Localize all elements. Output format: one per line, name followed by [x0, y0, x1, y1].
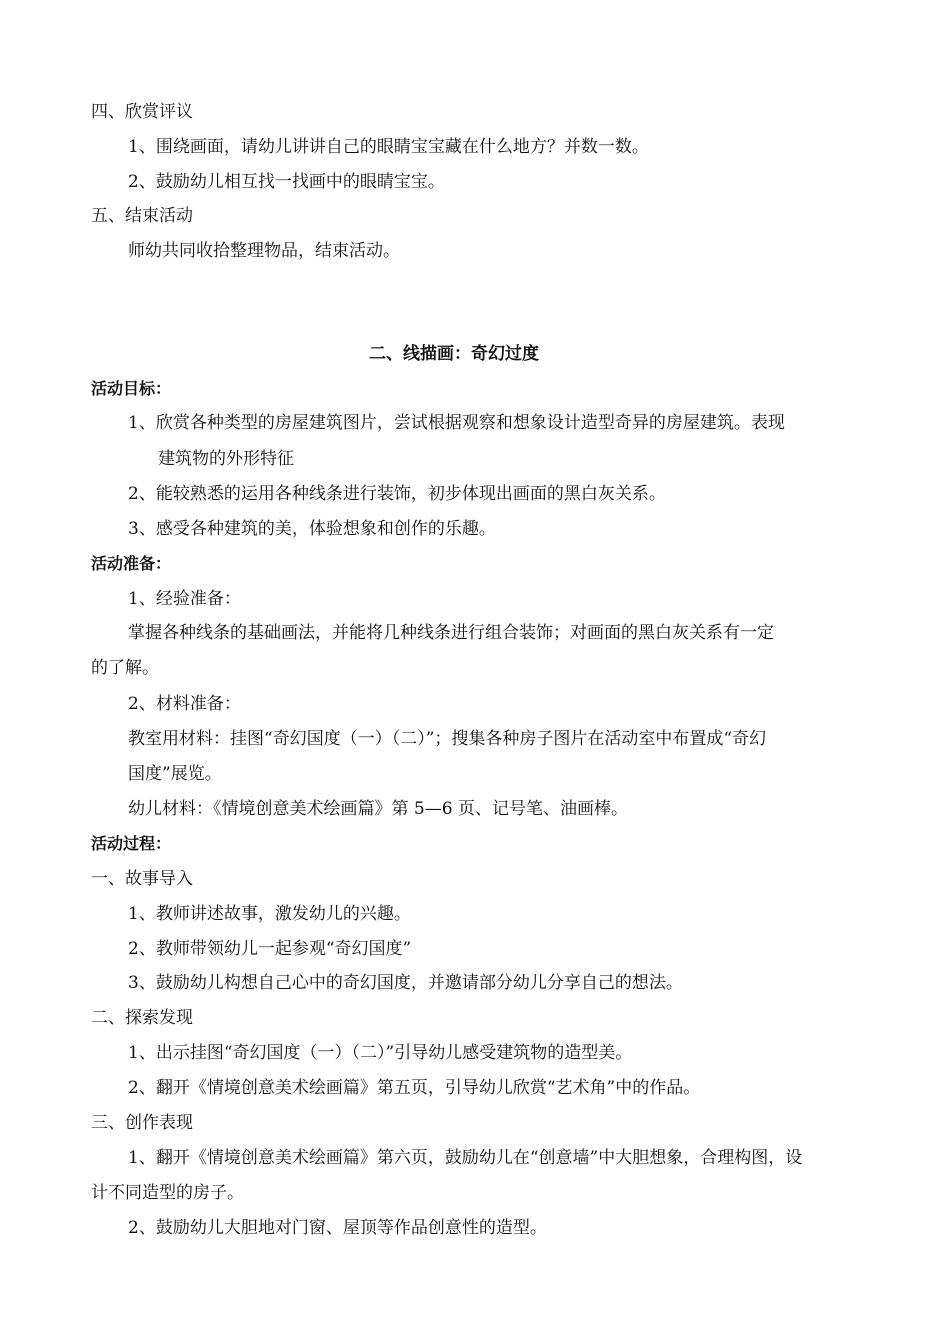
- paragraph: 1、欣赏各种类型的房屋建筑图片，尝试根据观察和想象设计造型奇异的房屋建筑。表现: [128, 413, 785, 433]
- paragraph: 1、翻开《情境创意美术绘画篇》第六页，鼓励幼儿在“创意墙”中大胆想象，合理构图，设: [128, 1148, 803, 1168]
- paragraph: 建筑物的外形特征: [158, 449, 294, 469]
- paragraph: 2、教师带领幼儿一起参观“奇幻国度”: [128, 939, 412, 959]
- paragraph: 2、能较熟悉的运用各种线条进行装饰，初步体现出画面的黑白灰关系。: [128, 484, 666, 504]
- paragraph: 师幼共同收拾整理物品，结束活动。: [128, 241, 400, 261]
- paragraph: 2、材料准备：: [128, 694, 241, 714]
- paragraph: 教室用材料：挂图“奇幻国度（一）（二）”；搜集各种房子图片在活动室中布置成“奇幻: [128, 729, 767, 749]
- paragraph: 3、感受各种建筑的美，体验想象和创作的乐趣。: [128, 519, 496, 539]
- goals-heading: 活动目标：: [91, 379, 172, 398]
- paragraph: 1、教师讲述故事，激发幼儿的兴趣。: [128, 904, 411, 924]
- paragraph: 1、出示挂图“奇幻国度（一）（二）”引导幼儿感受建筑物的造型美。: [128, 1043, 633, 1063]
- paragraph: 2、鼓励幼儿相互找一找画中的眼睛宝宝。: [128, 172, 445, 192]
- paragraph: 2、鼓励幼儿大胆地对门窗、屋顶等作品创意性的造型。: [128, 1218, 547, 1238]
- paragraph: 3、鼓励幼儿构想自己心中的奇幻国度，并邀请部分幼儿分享自己的想法。: [128, 973, 683, 993]
- paragraph: 2、翻开《情境创意美术绘画篇》第五页，引导幼儿欣赏“艺术角”中的作品。: [128, 1078, 701, 1098]
- paragraph: 幼儿材料：《情境创意美术绘画篇》第 5—6 页、记号笔、油画棒。: [128, 799, 628, 819]
- paragraph: 掌握各种线条的基础画法，并能将几种线条进行组合装饰；对画面的黑白灰关系有一定: [128, 623, 774, 643]
- paragraph: 计不同造型的房子。: [91, 1183, 244, 1203]
- section-heading: 五、结束活动: [91, 206, 193, 226]
- section-heading: 四、欣赏评议: [91, 102, 193, 122]
- section-heading: 一、故事导入: [91, 869, 193, 889]
- prep-heading: 活动准备：: [91, 554, 172, 573]
- process-heading: 活动过程：: [91, 834, 172, 853]
- paragraph: 1、围绕画面，请幼儿讲讲自己的眼睛宝宝藏在什么地方？并数一数。: [128, 137, 649, 157]
- paragraph: 的了解。: [91, 658, 159, 678]
- lesson-title: 二、线描画：奇幻过度: [369, 344, 539, 364]
- section-heading: 二、探索发现: [91, 1008, 193, 1028]
- paragraph: 1、经验准备：: [128, 589, 241, 609]
- paragraph: 国度”展览。: [128, 764, 222, 784]
- section-heading: 三、创作表现: [91, 1113, 193, 1133]
